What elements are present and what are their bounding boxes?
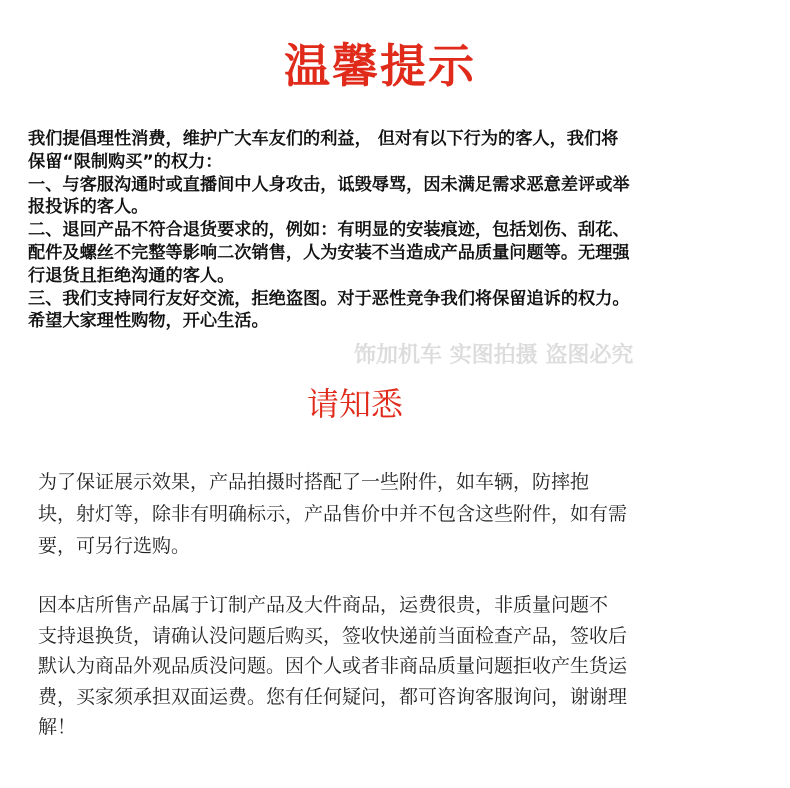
- purchase-restriction-notice: [28, 128, 768, 333]
- paragraph-line: 默认为商品外观品质没问题。因个人或者非商品质量问题拒收产生货运: [38, 655, 628, 677]
- paragraph-line: 解！: [38, 716, 77, 738]
- accessories-note: [38, 466, 758, 562]
- paragraph-line: 块，射灯等，除非有明确标示，产品售价中并不包含这些附件，如有需: [38, 503, 628, 525]
- notice-line: 行退货且拒绝沟通的客人。: [28, 265, 235, 286]
- section-subtitle: 请知悉: [306, 385, 403, 423]
- notice-line: 我们提倡理性消费，维护广大车友们的利益， 但对有以下行为的客人，我们将: [28, 129, 619, 149]
- notice-line: 报投诉的客人。: [28, 197, 149, 218]
- notice-line: 配件及螺丝不完整等影响二次销售，人为安装不当造成产品质量问题等。无理强: [28, 242, 630, 263]
- paragraph-line: 因本店所售产品属于订制产品及大件商品，运费很贵，非质量问题不: [38, 594, 609, 616]
- shipping-return-note: [38, 590, 758, 743]
- paragraph-line: 要，可另行选购。: [38, 535, 191, 557]
- paragraph-line: 为了保证展示效果，产品拍摄时搭配了一些附件，如车辆，防摔抱: [38, 471, 590, 493]
- notice-line: 保留“限制购买”的权力：: [28, 151, 223, 172]
- page-title: 温馨提示: [284, 39, 476, 93]
- notice-line: 二、退回产品不符合退货要求的，例如：有明显的安装痕迹，包括划伤、刮花、: [28, 220, 630, 241]
- paragraph-line: 费，买家须承担双面运费。您有任何疑问，都可咨询客服询问，谢谢理: [38, 685, 628, 708]
- notice-line: 三、我们支持同行友好交流，拒绝盗图。对于恶性竞争我们将保留追诉的权力。: [28, 288, 630, 309]
- notice-line: 希望大家理性购物，开心生活。: [28, 311, 269, 332]
- notice-line: 一、与客服沟通时或直播间中人身攻击，诋毁辱骂，因未满足需求恶意差评或举: [28, 174, 630, 195]
- watermark-text: 饰加机车 实图拍摄 盗图必究: [354, 343, 634, 368]
- paragraph-line: 支持退换货，请确认没问题后购买，签收快递前当面检查产品，签收后: [38, 624, 628, 647]
